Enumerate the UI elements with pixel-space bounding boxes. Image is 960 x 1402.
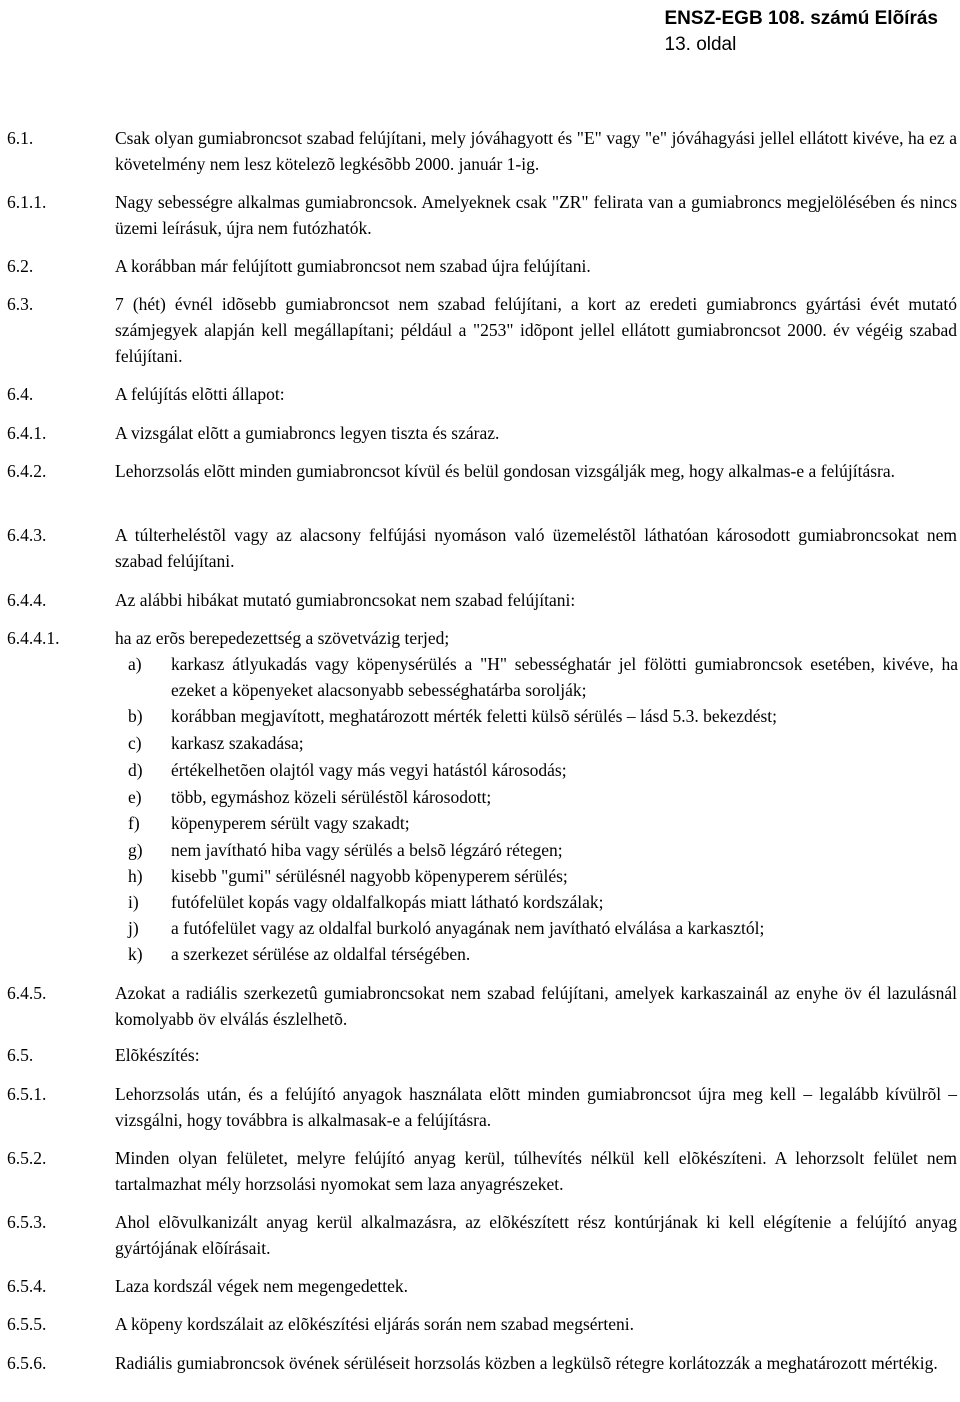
list-item-text: több, egymáshoz közeli sérüléstõl károsodott; — [171, 787, 492, 807]
paragraph-text: Az alábbi hibákat mutató gumiabroncsokat nem szabad felújítani: — [115, 590, 576, 610]
paragraph-6-5-3 — [7, 1209, 957, 1261]
paragraph-number: 6.5.1. — [7, 1084, 47, 1104]
document-title: ENSZ-EGB 108. számú Elõírás — [664, 8, 938, 29]
list-item-text: korábban megjavított, meghatározott mérték feletti külsõ sérülés – lásd 5.3. bekezdést; — [171, 706, 777, 726]
list-item-g — [128, 837, 958, 863]
paragraph-6-2 — [7, 253, 957, 279]
paragraph-text: ha az erõs berepedezettség a szövetvázig terjed; — [115, 628, 450, 648]
paragraph-text: Laza kordszál végek nem megengedettek. — [115, 1276, 408, 1296]
list-item-label: h) — [128, 866, 143, 886]
list-item-e — [128, 784, 958, 810]
list-item-text: futófelület kopás vagy oldalfalkopás miatt látható kordszálak; — [171, 892, 604, 912]
paragraph-6-3 — [7, 291, 957, 369]
paragraph-text: Nagy sebességre alkalmas gumiabroncsok. Amelyeknek csak "ZR" felirata van a gumiabroncs megjelölésében és nincs üzemi leírásuk, újra nem futózhatók. — [115, 192, 957, 238]
list-item-j — [128, 915, 958, 941]
list-item-label: f) — [128, 813, 140, 833]
list-item-label: b) — [128, 706, 143, 726]
list-item-label: a) — [128, 654, 142, 674]
list-item-text: köpenyperem sérült vagy szakadt; — [171, 813, 410, 833]
paragraph-number: 6.1. — [7, 128, 34, 148]
list-item-label: d) — [128, 760, 143, 780]
paragraph-text: Csak olyan gumiabroncsot szabad felújítani, mely jóváhagyott és "E" vagy "e" jóváhagyási jellel ellátott kivéve, ha ez a követelmény nem lesz kötelezõ legkésõbb 2000. január 1-ig. — [115, 128, 957, 174]
list-item-text: a futófelület vagy az oldalfal burkoló anyagának nem javítható elválása a karkasztól; — [171, 918, 765, 938]
list-item-text: karkasz szakadása; — [171, 733, 304, 753]
list-item-label: e) — [128, 787, 142, 807]
paragraph-6-4-4-1 — [7, 625, 957, 651]
paragraph-number: 6.5.2. — [7, 1148, 47, 1168]
paragraph-6-5-5 — [7, 1311, 957, 1337]
paragraph-text: Radiális gumiabroncsok övének sérüléseit horzsolás közben a legkülsõ rétegre korlátozzák a meghatározott mértékig. — [115, 1353, 938, 1373]
list-item-text: nem javítható hiba vagy sérülés a belsõ légzáró rétegen; — [171, 840, 563, 860]
paragraph-number: 6.3. — [7, 294, 34, 314]
list-item-c — [128, 730, 958, 756]
list-item-label: c) — [128, 733, 142, 753]
paragraph-text: A korábban már felújított gumiabroncsot nem szabad újra felújítani. — [115, 256, 591, 276]
paragraph-text: Lehorzsolás után, és a felújító anyagok használata elõtt minden gumiabroncsot újra meg kell – legalább kívülrõl – vizsgálni, hogy továbbra is alkalmasak-e a felújításra. — [115, 1084, 957, 1130]
paragraph-text: Lehorzsolás elõtt minden gumiabroncsot kívül és belül gondosan vizsgálják meg, hogy alkalmas-e a felújításra. — [115, 461, 896, 481]
paragraph-number: 6.5. — [7, 1045, 34, 1065]
paragraph-number: 6.1.1. — [7, 192, 47, 212]
list-item-text: kisebb "gumi" sérülésnél nagyobb köpenyperem sérülés; — [171, 866, 568, 886]
paragraph-6-5-4 — [7, 1273, 957, 1299]
paragraph-text: A túlterheléstõl vagy az alacsony felfújási nyomáson való üzemeléstõl láthatóan károsodott gumiabroncsokat nem szabad felújítani. — [115, 525, 957, 571]
paragraph-number: 6.5.3. — [7, 1212, 47, 1232]
paragraph-text: 7 (hét) évnél idõsebb gumiabroncsot nem szabad felújítani, a kort az eredeti gumiabroncs gyártási évét mutató számjegyek alapján kell megállapítani; például a "253" idõpont jellel ellátott gumiabroncsot 2000. év végéig szabad felújítani. — [115, 294, 957, 366]
paragraph-number: 6.4.4.1. — [7, 628, 60, 648]
paragraph-6-5-1 — [7, 1081, 957, 1133]
paragraph-number: 6.4.3. — [7, 525, 47, 545]
list-item-text: karkasz átlyukadás vagy köpenysérülés a "H" sebességhatár jel fölötti gumiabroncsok esetében, kivéve, ha ezeket a köpenyeket alacsonyabb sebességhatárba sorolják; — [171, 654, 958, 700]
paragraph-text: Azokat a radiális szerkezetû gumiabroncsokat nem szabad felújítani, amelyek karkaszainál az enyhe öv él lazulásnál komolyabb öv elválás észlelhetõ. — [115, 983, 957, 1029]
paragraph-6-5-2 — [7, 1145, 957, 1197]
list-item-f — [128, 810, 958, 836]
paragraph-6-5-6 — [7, 1350, 957, 1376]
paragraph-6-1-1 — [7, 189, 957, 241]
list-item-text: a szerkezet sérülése az oldalfal térségében. — [171, 944, 471, 964]
list-item-label: i) — [128, 892, 139, 912]
paragraph-6-1 — [7, 125, 957, 177]
list-item-h — [128, 863, 958, 889]
page-header — [665, 6, 939, 58]
paragraph-text: A felújítás elõtti állapot: — [115, 384, 285, 404]
paragraph-text: A köpeny kordszálait az elõkészítési eljárás során nem szabad megsérteni. — [115, 1314, 634, 1334]
list-item-text: értékelhetõen olajtól vagy más vegyi hatástól károsodás; — [171, 760, 567, 780]
paragraph-number: 6.5.5. — [7, 1314, 47, 1334]
paragraph-number: 6.4.5. — [7, 983, 47, 1003]
list-item-i — [128, 889, 958, 915]
page-number: 13. oldal — [664, 34, 737, 55]
paragraph-number: 6.5.4. — [7, 1276, 47, 1296]
paragraph-6-4-2 — [7, 458, 957, 484]
list-item-b — [128, 703, 958, 729]
paragraph-6-5 — [7, 1042, 957, 1068]
list-item-k — [128, 941, 958, 967]
list-item-d — [128, 757, 958, 783]
paragraph-text: Elõkészítés: — [115, 1045, 200, 1065]
list-item-a — [128, 651, 958, 703]
paragraph-number: 6.2. — [7, 256, 34, 276]
paragraph-6-4-3 — [7, 522, 957, 574]
list-item-label: j) — [128, 918, 139, 938]
paragraph-number: 6.5.6. — [7, 1353, 47, 1373]
paragraph-6-4-1 — [7, 420, 957, 446]
paragraph-number: 6.4. — [7, 384, 34, 404]
paragraph-text: A vizsgálat elõtt a gumiabroncs legyen tiszta és száraz. — [115, 423, 500, 443]
paragraph-6-4-5 — [7, 980, 957, 1032]
paragraph-number: 6.4.4. — [7, 590, 47, 610]
list-item-label: k) — [128, 944, 143, 964]
paragraph-text: Ahol elõvulkanizált anyag kerül alkalmazásra, az elõkészített rész kontúrjának ki kell elégítenie a felújító anyag gyártójának elõírásait. — [115, 1212, 957, 1258]
paragraph-text: Minden olyan felületet, melyre felújító anyag kerül, túlhevítés nélkül kell elõkészíteni. A lehorzsolt felület nem tartalmazhat mély horzsolási nyomokat sem laza anyagrészeket. — [115, 1148, 957, 1194]
paragraph-number: 6.4.2. — [7, 461, 47, 481]
paragraph-6-4-4 — [7, 587, 957, 613]
paragraph-number: 6.4.1. — [7, 423, 47, 443]
paragraph-6-4 — [7, 381, 957, 407]
list-item-label: g) — [128, 840, 143, 860]
